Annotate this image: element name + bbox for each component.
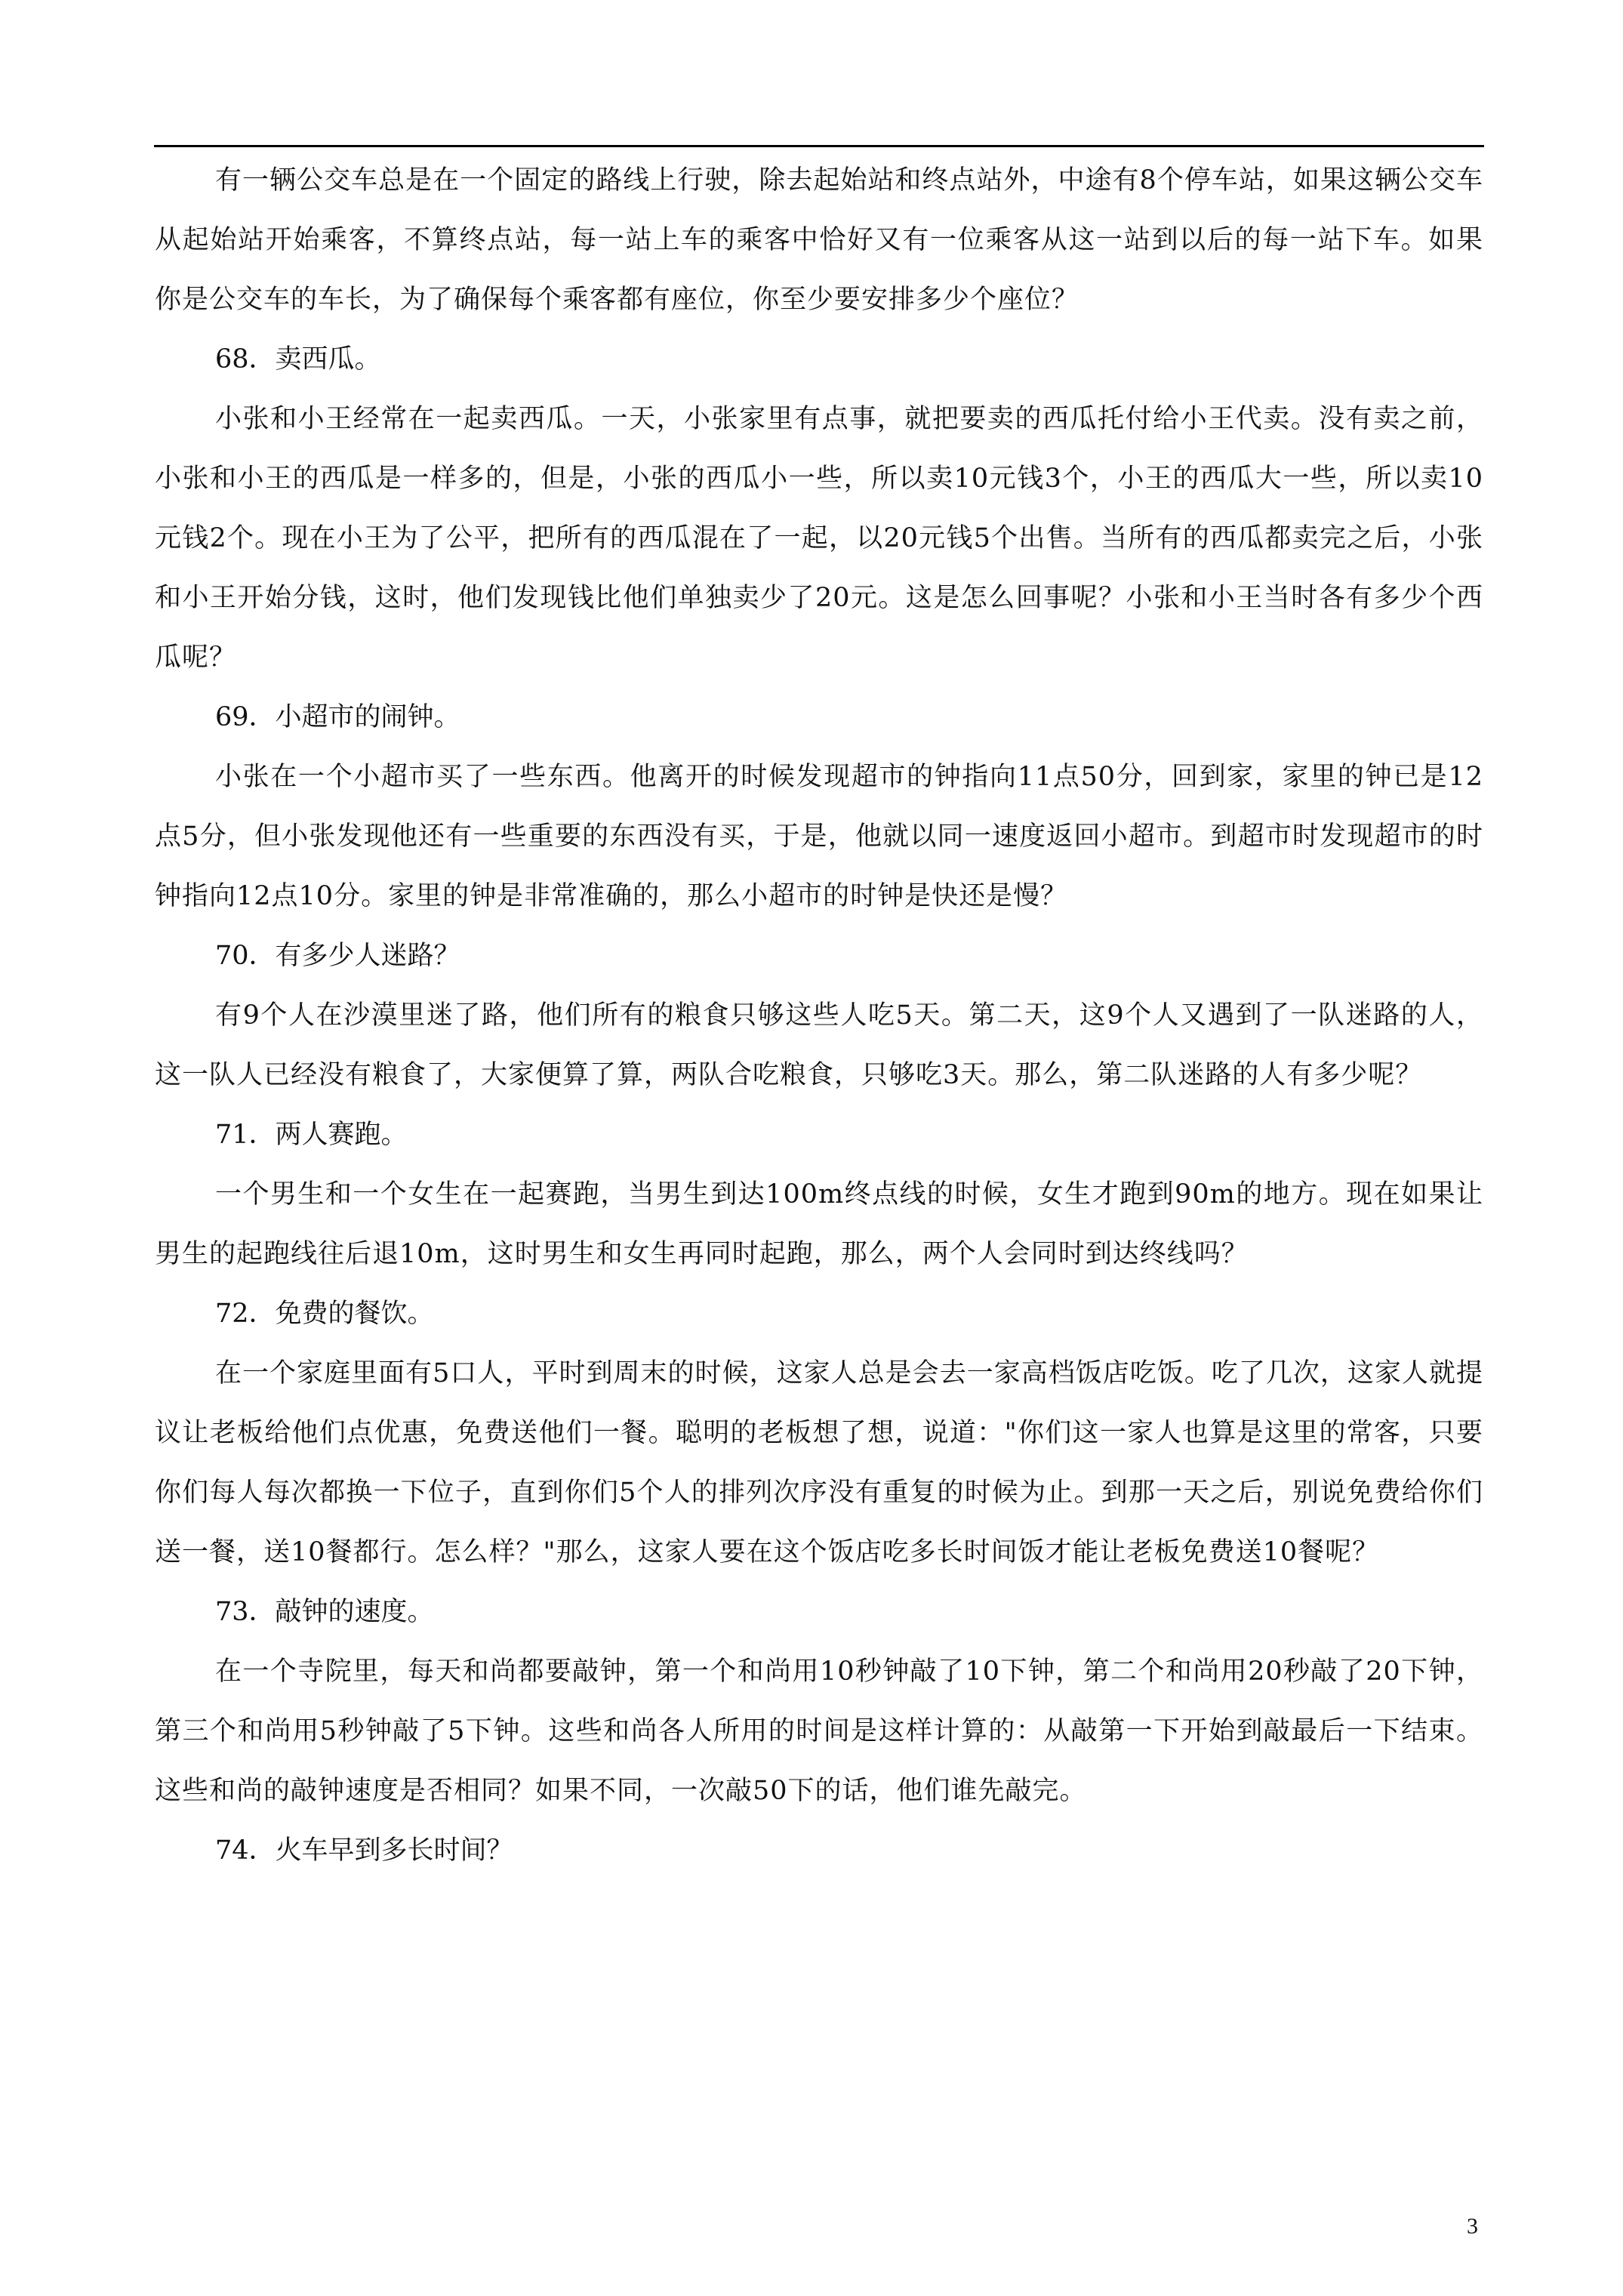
header-rule: [154, 145, 1484, 147]
paragraph-watermelon: 小张和小王经常在一起卖西瓜。一天，小张家里有点事，就把要卖的西瓜托付给小王代卖。没有卖之前，小张和小王的西瓜是一样多的，但是，小张的西瓜小一些，所以卖10元钱3个，小王的西瓜大一些，所以卖10元钱2个。现在小王为了公平，把所有的西瓜混在了一起，以20元钱5个出售。当所有的西瓜都卖完之后，小张和小王开始分钱，这时，他们发现钱比他们单独卖少了20元。这是怎么回事呢？小张和小王当时各有多少个西瓜呢？: [155, 404, 1483, 673]
heading-73: 73．敲钟的速度。: [215, 1597, 434, 1627]
paragraph-free-meal: 在一个家庭里面有5口人，平时到周末的时候，这家人总是会去一家高档饭店吃饭。吃了几次，这家人就提议让老板给他们点优惠，免费送他们一餐。聪明的老板想了想，说道："你们这一家人也算是这里的常客，只要你们每人每次都换一下位子，直到你们5个人的排列次序没有重复的时候为止。到那一天之后，别说免费给你们送一餐，送10餐都行。怎么样？"那么，这家人要在这个饭店吃多长时间饭才能让老板免费送10餐呢？: [155, 1358, 1483, 1567]
heading-71: 71．两人赛跑。: [215, 1120, 408, 1150]
paragraph-bell: 在一个寺院里，每天和尚都要敲钟，第一个和尚用10秒钟敲了10下钟，第二个和尚用20秒敲了20下钟，第三个和尚用5秒钟敲了5下钟。这些和尚各人所用的时间是这样计算的：从敲第一下开始到敲最后一下结束。这些和尚的敲钟速度是否相同？如果不同，一次敲50下的话，他们谁先敲完。: [155, 1657, 1483, 1806]
page-number: 3: [1467, 2214, 1478, 2239]
heading-70: 70．有多少人迷路？: [215, 941, 460, 971]
paragraph-lost-people: 有9个人在沙漠里迷了路，他们所有的粮食只够这些人吃5天。第二天，这9个人又遇到了一队迷路的人，这一队人已经没有粮食了，大家便算了算，两队合吃粮食，只够吃3天。那么，第二队迷路的人有多少呢？: [155, 1000, 1483, 1090]
heading-68: 68．卖西瓜。: [215, 344, 381, 374]
paragraph-clock: 小张在一个小超市买了一些东西。他离开的时候发现超市的钟指向11点50分，回到家，家里的钟已是12点5分，但小张发现他还有一些重要的东西没有买，于是，他就以同一速度返回小超市。到超市时发现超市的时钟指向12点10分。家里的钟是非常准确的，那么小超市的时钟是快还是慢？: [155, 762, 1483, 911]
heading-74: 74．火车早到多长时间？: [215, 1835, 513, 1866]
document-body: [155, 151, 1483, 1881]
paragraph-bus-problem: 有一辆公交车总是在一个固定的路线上行驶，除去起始站和终点站外，中途有8个停车站，如果这辆公交车从起始站开始乘客，不算终点站，每一站上车的乘客中恰好又有一位乘客从这一站到以后的每一站下车。如果你是公交车的车长，为了确保每个乘客都有座位，你至少要安排多少个座位？: [155, 165, 1483, 315]
heading-72: 72．免费的餐饮。: [215, 1299, 434, 1329]
paragraph-race: 一个男生和一个女生在一起赛跑，当男生到达100m终点线的时候，女生才跑到90m的地方。现在如果让男生的起跑线往后退10m，这时男生和女生再同时起跑，那么，两个人会同时到达终线吗？: [155, 1179, 1483, 1269]
heading-69: 69．小超市的闹钟。: [215, 702, 460, 732]
